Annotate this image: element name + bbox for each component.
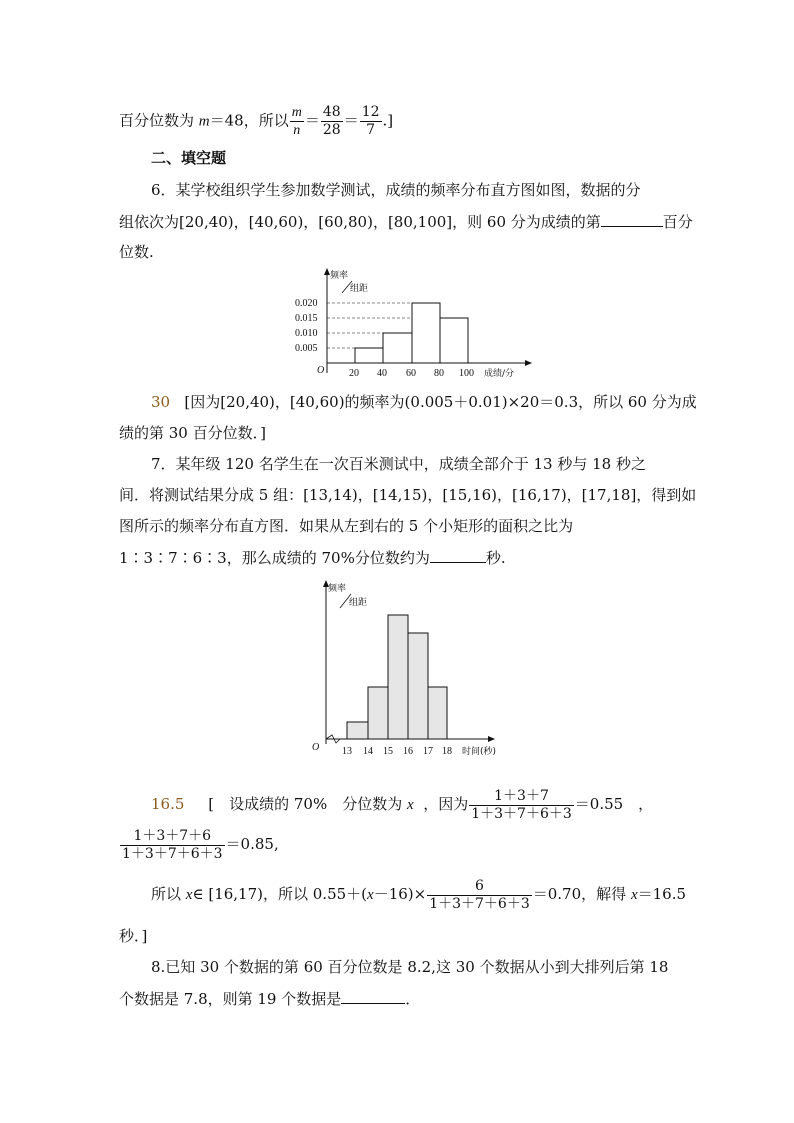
prev-text: 百分位数为: [119, 111, 199, 130]
bar-13-14: [347, 722, 368, 739]
prev-solution-line: 百分位数为 m＝48，所以 $\frac{m}{n}$ ＝ $\frac{48}{28}$ ＝ $\frac{12}{7}$ .]: [119, 104, 394, 138]
x-axis-arrow: [525, 360, 532, 366]
q7-solution-line4: 秒．]: [119, 927, 148, 945]
y-tick-0.020: 0.020: [295, 298, 318, 309]
bar-15-16: [388, 615, 408, 739]
fraction-085: $\frac{1+3+7+6}{1+3+7+6+3}$: [122, 827, 223, 862]
q8-line2: 个数据是 7.8，则第 19 个数据是 ．: [119, 990, 421, 1008]
fraction-48-28: $\frac{48}{28}$: [322, 104, 341, 138]
q7-line3: 图所示的频率分布直方图．如果从左到右的 5 个小矩形的面积之比为: [119, 517, 574, 535]
histogram-scores: [290, 266, 540, 381]
q7-line4: 1∶3∶7∶6∶3，那么成绩的 70%分位数约为 秒.: [119, 549, 506, 567]
bar-17-18: [428, 687, 447, 739]
y-tick-0.005: 0.005: [295, 343, 318, 354]
bar-40-60: [383, 333, 412, 363]
var-m: m: [198, 113, 210, 130]
bar-80-100: [440, 318, 468, 363]
q7-answer: 16.5: [151, 795, 185, 813]
x-tick-17: 17: [423, 746, 433, 757]
q6-line3: 位数.: [119, 243, 154, 261]
fraction-m-n: $\frac{m}{n}$: [291, 105, 302, 138]
q6-answer-blank[interactable]: [601, 211, 663, 227]
q7-answer-blank[interactable]: [430, 547, 486, 563]
fraction-055: $\frac{1+3+7}{1+3+7+6+3}$: [471, 787, 572, 822]
prev-text-b: ＝48，所以: [209, 111, 289, 130]
y-label-bottom: 组距: [349, 598, 368, 608]
x-tick-16: 16: [403, 746, 413, 757]
q8-line1: 8.已知 30 个数据的第 60 百分位数是 8.2,这 30 个数据从小到大排列后第 18: [151, 958, 669, 976]
x-tick-13: 13: [342, 746, 352, 757]
q6-answer: 30: [151, 393, 171, 411]
q6-solution-line2: 绩的第 30 百分位数．]: [119, 424, 266, 442]
y-tick-0.010: 0.010: [295, 328, 318, 339]
x-tick-80: 80: [434, 368, 444, 379]
bar-16-17: [408, 633, 428, 739]
q8-answer-blank[interactable]: [341, 988, 405, 1004]
x-label: 时间(秒): [462, 747, 497, 757]
y-label-top: 频率: [330, 271, 349, 281]
q7-line2: 间．将测试结果分成 5 组：[13,14)，[14,15)，[15,16)，[16,17)，[17,18]，得到如: [119, 486, 697, 504]
q6-solution-line1: 30 [因为[20,40)，[40,60)的频率为(0.005＋0.01)×20＝0.3，所以 60 分为成: [151, 393, 697, 411]
x-tick-18: 18: [442, 746, 452, 757]
bar-14-15: [368, 687, 388, 739]
y-label-top: 频率: [328, 584, 347, 594]
q6-line2: 组依次为[20,40)，[40,60)，[60,80)，[80,100]，则 60 分为成绩的第 百分: [119, 213, 693, 231]
fraction-12-7: $\frac{12}{7}$: [361, 104, 380, 138]
origin-label: O: [317, 365, 325, 376]
histogram-times: [305, 576, 520, 761]
x-tick-40: 40: [377, 368, 387, 379]
x-label: 成绩/分: [484, 369, 515, 379]
section-heading: 二、填空题: [151, 149, 227, 167]
x-tick-20: 20: [349, 368, 359, 379]
q6-line1: 6．某学校组织学生参加数学测试，成绩的频率分布直方图如图，数据的分: [151, 181, 641, 199]
y-label-bottom: 组距: [350, 284, 369, 294]
x-tick-60: 60: [406, 368, 416, 379]
q7-line1: 7．某年级 120 名学生在一次百米测试中，成绩全部介于 13 秒与 18 秒之: [151, 455, 646, 473]
bar-60-80: [412, 303, 440, 363]
bar-20-40: [355, 348, 383, 363]
origin-label: O: [312, 742, 320, 753]
y-tick-0.015: 0.015: [295, 313, 318, 324]
q7-solution-line2: $\frac{1+3+7+6}{1+3+7+6+3}$ ＝0.85,: [122, 827, 279, 862]
x-axis-arrow: [488, 736, 495, 742]
fraction-6-over: $\frac{6}{1+3+7+6+3}$: [429, 877, 530, 912]
x-tick-100: 100: [459, 368, 474, 379]
q7-solution-line3: 所以 x∈ [16,17)，所以 0.55＋(x－16)× $\frac{6}{1+3+7+6+3}$ ＝0.70，解得 x＝16.5: [151, 877, 687, 912]
x-tick-14: 14: [363, 746, 373, 757]
q7-solution-line1: 16.5 [ 设成绩的 70% 分位数为 x ，因为 $\frac{1+3+7}{1+3+7+6+3}$ ＝0.55 ，: [151, 787, 654, 822]
x-tick-15: 15: [383, 746, 393, 757]
